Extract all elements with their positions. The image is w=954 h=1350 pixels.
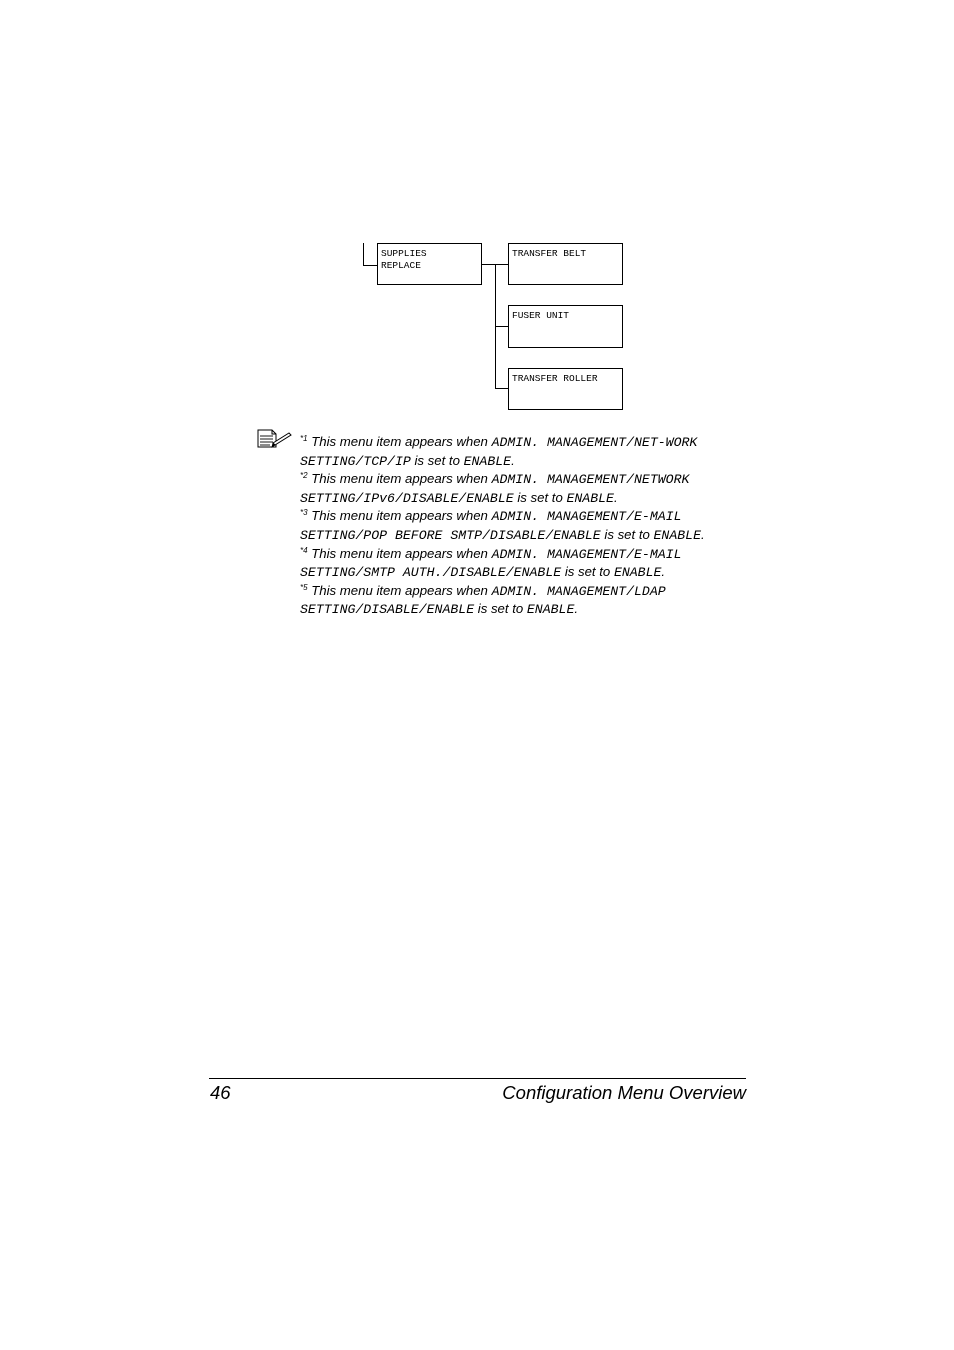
footnotes: [300, 433, 745, 619]
section-title: Configuration Menu Overview: [502, 1082, 746, 1103]
menu-box-transfer-belt: TRANSFER BELT: [508, 243, 623, 285]
footnote-value: ENABLE: [613, 565, 662, 581]
tree-connector: [495, 388, 508, 389]
footnote-text: is set to: [474, 601, 527, 617]
footnote: [300, 507, 745, 544]
footnote-setting-path: ADMIN. MANAGEMENT/E-MAIL SETTING/SMTP AUTH./DISABLE/ENABLE: [300, 546, 682, 581]
footnote-value: ENABLE: [566, 490, 614, 506]
footnote-mark: *5: [300, 582, 308, 592]
footnote-setting-path: ADMIN. MANAGEMENT/LDAP SETTING/DISABLE/ENABLE: [300, 583, 666, 618]
footnote-mark: *4: [300, 545, 308, 555]
footnote: [300, 545, 745, 582]
footnote-text: .: [511, 452, 515, 468]
footnote-mark: *1: [300, 434, 308, 443]
footer-rule: [209, 1078, 746, 1079]
footnote-text: This menu item appears when: [311, 508, 492, 524]
menu-box-supplies-replace: SUPPLIES REPLACE: [377, 243, 482, 285]
footnote-text: is set to: [561, 564, 614, 580]
footnote-text: .: [701, 526, 705, 542]
menu-box-fuser-unit: FUSER UNIT: [508, 305, 623, 348]
tree-connector: [363, 265, 377, 266]
tree-connector: [363, 243, 364, 266]
footnote-text: This menu item appears when: [311, 582, 492, 598]
footnote-value: ENABLE: [526, 602, 575, 618]
footnote-text: .: [661, 564, 666, 580]
footnote-text: is set to: [410, 452, 464, 468]
footnote-text: This menu item appears when: [311, 545, 492, 561]
menu-box-transfer-roller: TRANSFER ROLLER: [508, 368, 623, 410]
footnote-value: ENABLE: [463, 453, 512, 469]
footnote-setting-path: ADMIN. MANAGEMENT/NET-WORK SETTING/TCP/IP: [300, 435, 698, 469]
footnote-text: This menu item appears when: [311, 471, 492, 487]
footnote: [300, 433, 745, 470]
footnote-text: .: [574, 601, 579, 617]
footnote: [300, 470, 745, 507]
footnote-text: is set to: [600, 526, 654, 542]
tree-connector: [495, 326, 508, 327]
footnote-setting-path: ADMIN. MANAGEMENT/E-MAIL SETTING/POP BEFORE SMTP/DISABLE/ENABLE: [300, 509, 682, 543]
footnote-value: ENABLE: [653, 527, 701, 543]
note-pencil-icon: [256, 427, 292, 449]
footnote-setting-path: ADMIN. MANAGEMENT/NETWORK SETTING/IPv6/DISABLE/ENABLE: [300, 472, 690, 506]
footnote-mark: *2: [300, 471, 308, 481]
footnote-mark: *3: [300, 508, 308, 518]
page-number: 46: [210, 1082, 231, 1103]
footnote-text: This menu item appears when: [311, 434, 492, 449]
footnote-text: .: [613, 489, 618, 505]
footnote-text: is set to: [513, 489, 567, 505]
footnote: [300, 582, 745, 619]
